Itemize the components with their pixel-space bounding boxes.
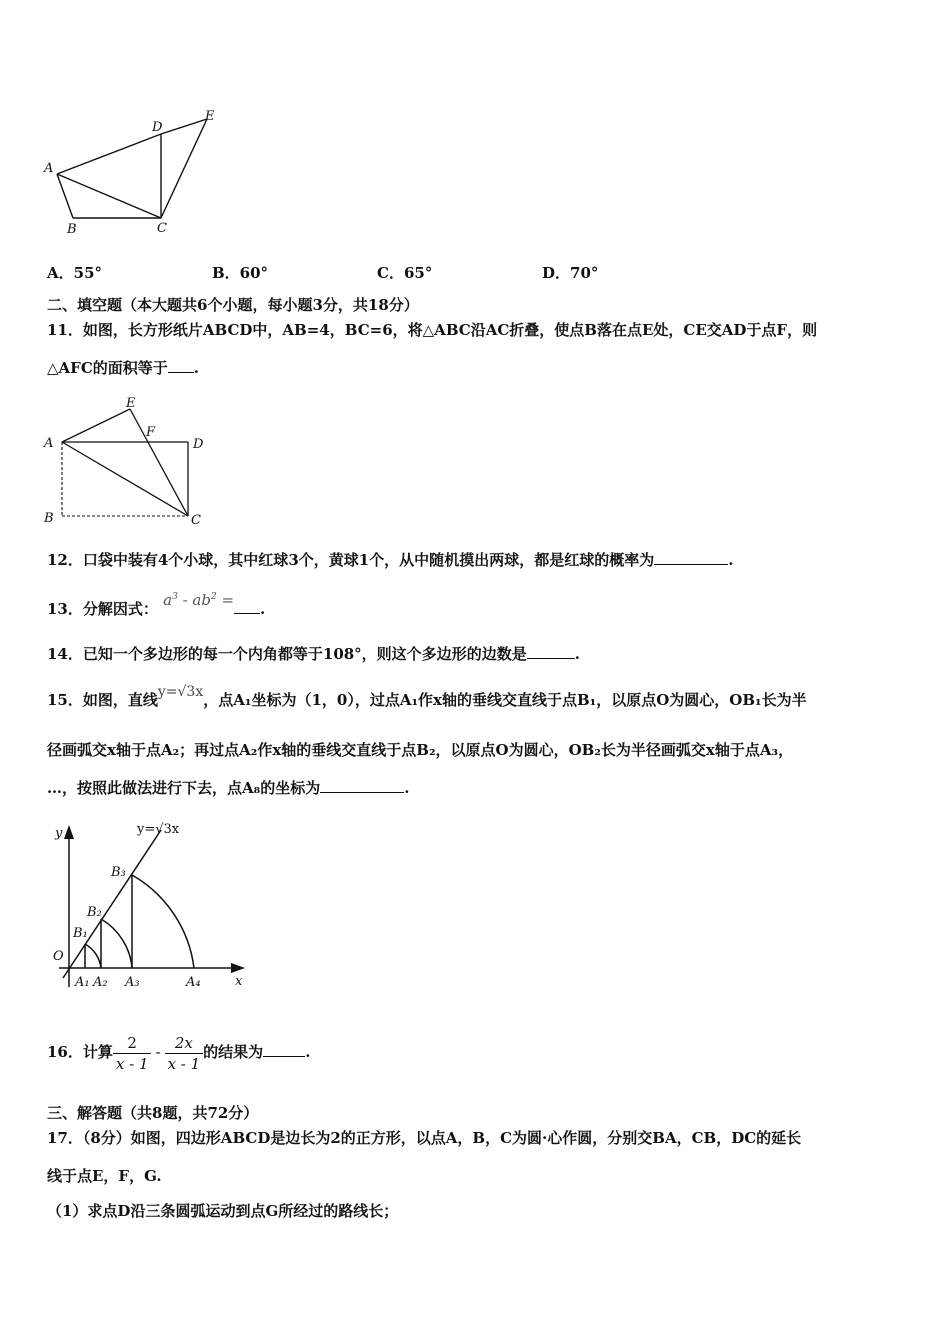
q16-end: . [305, 1043, 311, 1061]
q11-text2: △AFC的面积等于 [47, 359, 168, 377]
q15-text3: …，按照此做法进行下去，点A₈的坐标为 [47, 779, 321, 797]
fig10-label-a: A [44, 161, 54, 176]
fig15-line-label: y=√3x [137, 822, 180, 837]
q13-expr-a: a [163, 591, 173, 609]
q16-answer-blank[interactable] [263, 1042, 305, 1057]
fig11-label-e: E [126, 396, 136, 411]
fig11-label-d: D [193, 437, 204, 452]
section3-heading: 三、解答题（共8题，共72分） [47, 1104, 259, 1122]
q16-num1: 2 [113, 1033, 152, 1054]
figure-q11 [40, 393, 220, 533]
q13-end: . [260, 600, 266, 618]
figure-q15 [45, 815, 255, 995]
q13-expr-eq: = [216, 591, 235, 609]
q15-text1: ，点A₁坐标为（1，0），过点A₁作x轴的垂线交直线于点B₁，以原点O为圆心，OB₁长为半 [203, 691, 807, 709]
q14-end: . [574, 645, 580, 663]
q16-den1: x - 1 [115, 1054, 149, 1073]
figure-q10 [40, 105, 230, 240]
q13-exp2: 2 [210, 592, 217, 602]
q13-prefix: 13．分解因式： [47, 600, 158, 618]
q16-line [47, 1022, 310, 1082]
q15-line2: 径画弧交x轴于点A₂；再过点A₂作x轴的垂线交直线于点B₂，以原点O为圆心，OB₂长为半径画弧交x轴于点A₃， [47, 741, 794, 759]
fig15-label-a3: A₃ [125, 975, 140, 990]
fig15-label-a4: A₄ [186, 975, 201, 990]
q15-formula: y=√3x [157, 684, 204, 700]
fig11-label-f: F [146, 425, 156, 440]
fig11-label-c: C [191, 513, 201, 528]
fig15-label-a2: A₂ [93, 975, 108, 990]
q16-num2: 2x [165, 1033, 204, 1054]
fig15-label-b3: B₃ [111, 865, 126, 880]
option-d[interactable]: D．70° [542, 264, 599, 282]
q12-text: 12．口袋中装有4个小球，其中红球3个，黄球1个，从中随机摸出两球，都是红球的概率为 [47, 551, 655, 569]
q17-text-line2: 线于点E，F，G. [47, 1167, 162, 1185]
q12-line [47, 550, 733, 570]
q16-fraction-2 [165, 1033, 204, 1074]
q17-part1: （1）求点D沿三条圆弧运动到点G所经过的路线长； [47, 1202, 399, 1220]
q16-minus: - [155, 1043, 161, 1061]
option-c[interactable]: C．65° [377, 264, 433, 282]
q15-prefix: 15．如图，直线 [47, 691, 158, 709]
fig11-label-b: B [44, 511, 54, 526]
fig15-label-b2: B₂ [87, 905, 102, 920]
fig10-label-b: B [67, 222, 77, 237]
q14-text: 14．已知一个多边形的每一个内角都等于108°，则这个多边形的边数是 [47, 645, 527, 663]
q14-answer-blank[interactable] [527, 644, 575, 659]
q14-line [47, 644, 580, 664]
q11-end: . [193, 359, 199, 377]
q11-text-line2 [47, 358, 199, 378]
option-a[interactable]: A．55° [47, 264, 103, 282]
q16-suffix: 的结果为 [203, 1043, 264, 1061]
option-b[interactable]: B．60° [212, 264, 269, 282]
fig10-label-c: C [157, 221, 167, 236]
q13-expr-minus: - ab [177, 591, 211, 609]
q15-line1 [47, 684, 807, 711]
section2-heading: 二、填空题（本大题共6个小题，每小题3分，共18分） [47, 296, 419, 314]
fig15-origin: O [53, 949, 64, 964]
fig15-label-a1: A₁ [75, 975, 90, 990]
q16-fraction-1 [113, 1033, 152, 1074]
q15-line3 [47, 778, 409, 798]
q13-answer-blank[interactable] [234, 599, 260, 614]
fig15-label-b1: B₁ [73, 926, 88, 941]
q11-answer-blank[interactable] [168, 358, 194, 373]
q16-den2: x - 1 [167, 1054, 201, 1073]
q16-prefix: 16．计算 [47, 1043, 113, 1061]
fig10-label-d: D [152, 120, 163, 135]
q17-text-line1: 17．（8分）如图，四边形ABCD是边长为2的正方形，以点A，B，C为圆·心作圆，分别交BA，CB，DC的延长 [47, 1129, 802, 1147]
fig10-label-e: E [205, 109, 215, 124]
q13-line [47, 591, 266, 619]
q15-end: . [404, 779, 410, 797]
fig15-axis-y: y [55, 826, 63, 841]
q13-expression [163, 591, 234, 609]
q13-exp3: 3 [172, 592, 178, 602]
q12-answer-blank[interactable] [654, 550, 728, 565]
q15-answer-blank[interactable] [320, 778, 404, 793]
q11-text-line1: 11．如图，长方形纸片ABCD中，AB=4，BC=6，将△ABC沿AC折叠，使点B落在点E处，CE交AD于点F，则 [47, 321, 818, 339]
q12-end: . [728, 551, 734, 569]
fig15-axis-x: x [235, 974, 243, 989]
fig11-label-a: A [44, 436, 54, 451]
